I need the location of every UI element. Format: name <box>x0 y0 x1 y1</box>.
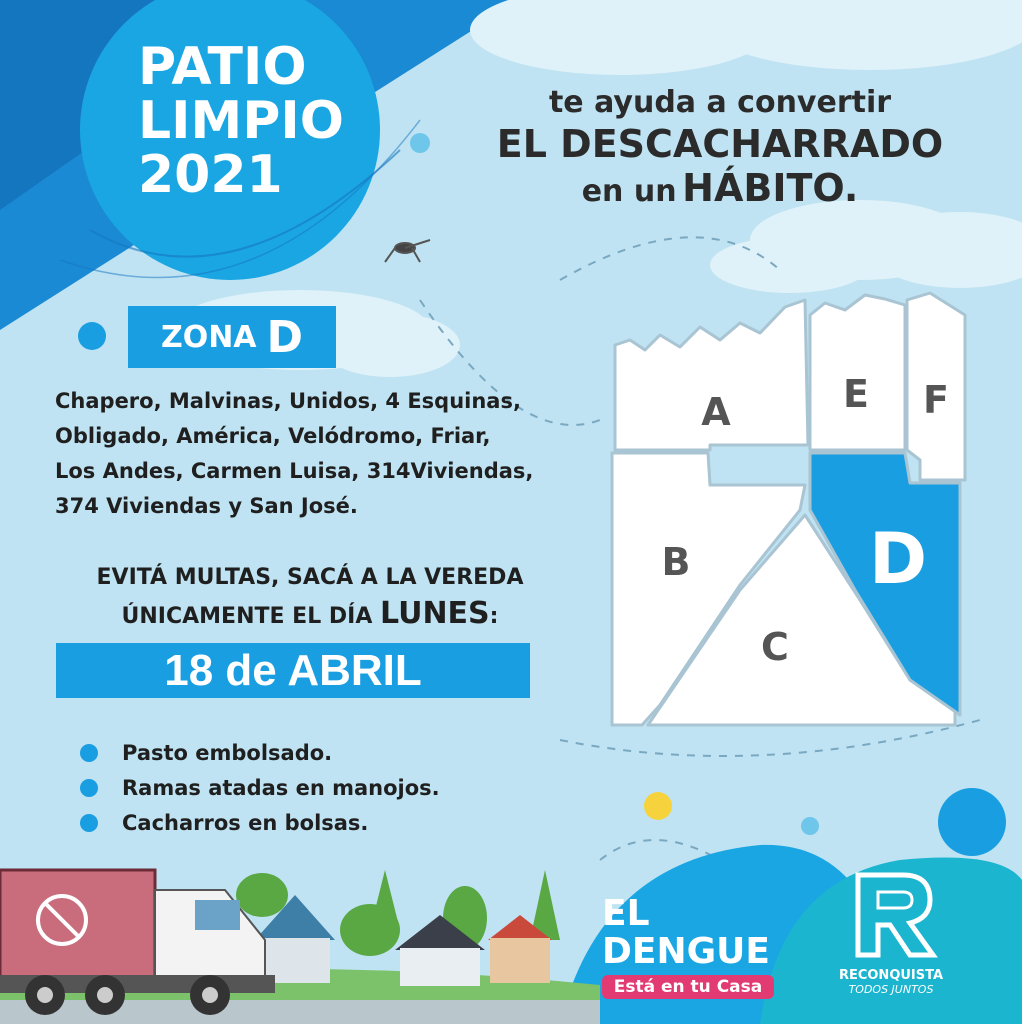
neighborhood-line: Obligado, América, Velódromo, Friar, <box>55 424 491 448</box>
warning-line-2-suffix: : <box>489 604 499 629</box>
bullet-icon <box>80 814 98 832</box>
zone-a-label: A <box>701 390 731 434</box>
zone-bullet-icon <box>78 322 106 350</box>
tagline-line-3-prefix: en un <box>581 174 677 209</box>
zone-label: ZONA <box>160 319 257 355</box>
dengue-logo-line-2: DENGUE <box>602 931 770 972</box>
list-item-text: Ramas atadas en manojos. <box>122 775 440 800</box>
title-line-2: LIMPIO <box>138 91 344 151</box>
zone-e-label: E <box>843 372 869 416</box>
city-tagline: TODOS JUNTOS <box>848 983 934 996</box>
zone-c-label: C <box>761 625 789 669</box>
reconquista-logo <box>826 968 956 996</box>
list-item <box>80 735 440 770</box>
tagline-line-2: EL DESCACHARRADO <box>496 122 944 166</box>
campaign-title <box>138 37 398 205</box>
list-item <box>80 770 440 805</box>
tagline-line-1: te ayuda a convertir <box>548 85 892 120</box>
zone-d-label: D <box>868 518 928 600</box>
dengue-logo-line-1: EL <box>602 893 650 934</box>
bullet-icon <box>80 779 98 797</box>
warning-day: LUNES <box>380 596 490 631</box>
zone-badge <box>128 306 336 368</box>
zone-b-label: B <box>661 540 691 584</box>
instructions-list <box>80 735 440 840</box>
neighborhood-line: Chapero, Malvinas, Unidos, 4 Esquinas, <box>55 389 521 413</box>
neighborhood-line: Los Andes, Carmen Luisa, 314Viviendas, <box>55 459 534 483</box>
neighborhood-list <box>55 384 575 524</box>
bullet-icon <box>80 744 98 762</box>
collection-date: 18 de ABRIL <box>56 643 530 698</box>
title-line-3: 2021 <box>138 145 283 205</box>
warning-text <box>60 560 560 635</box>
list-item-text: Cacharros en bolsas. <box>122 810 369 835</box>
city-name: RECONQUISTA <box>838 968 944 983</box>
dengue-logo <box>602 895 774 999</box>
warning-line-2-prefix: ÚNICAMENTE EL DÍA <box>121 604 373 629</box>
reconquista-r-icon <box>848 870 938 960</box>
warning-line-1: EVITÁ MULTAS, SACÁ A LA VEREDA <box>96 565 524 590</box>
dengue-logo-tagline: Está en tu Casa <box>602 975 774 999</box>
list-item-text: Pasto embolsado. <box>122 740 333 765</box>
zone-map <box>600 285 980 740</box>
title-line-1: PATIO <box>138 37 307 97</box>
tagline <box>440 84 1000 210</box>
zone-letter: D <box>266 311 304 363</box>
zone-f-label: F <box>923 378 949 422</box>
list-item <box>80 805 440 840</box>
tagline-line-3-emphasis: HÁBITO. <box>682 166 859 210</box>
neighborhood-line: 374 Viviendas y San José. <box>55 494 358 518</box>
